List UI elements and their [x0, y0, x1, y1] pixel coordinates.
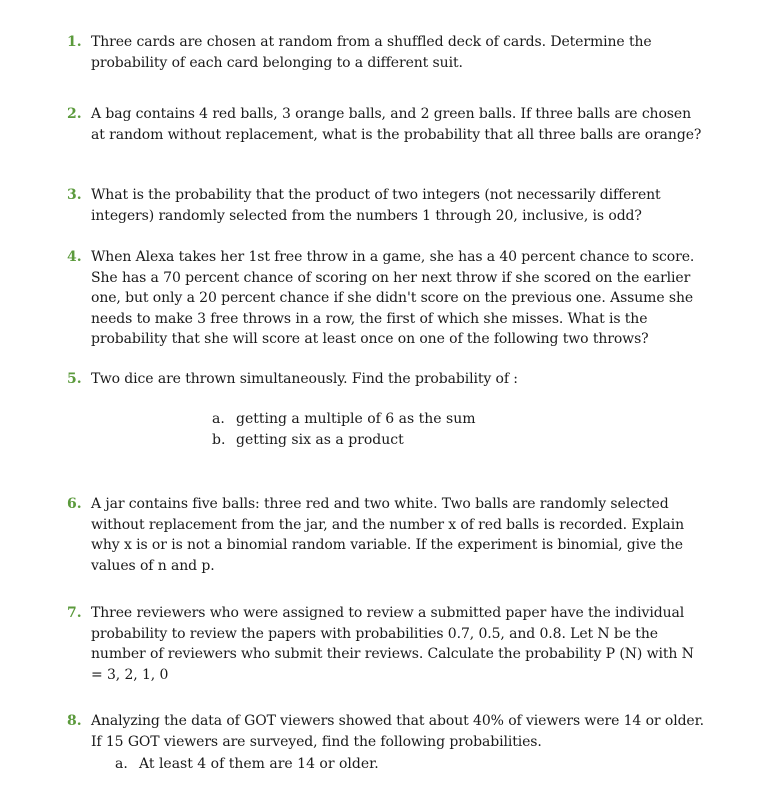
question-number: 8. [67, 713, 82, 729]
sub-question-8a [115, 754, 379, 775]
question-number: 1. [67, 34, 82, 50]
sub-question-text: getting six as a product [236, 432, 404, 448]
question-3 [67, 185, 707, 226]
question-4 [67, 247, 707, 350]
question-text: A jar contains five balls: three red and two white. Two balls are randomly selected without replacement from the jar, and the number x of red balls is recorded. Explain why x is or is not a binomial random variable. If the experiment is binomial, give the values of n and p. [91, 496, 685, 574]
question-text: A bag contains 4 red balls, 3 orange balls, and 2 green balls. If three balls are chosen at random without replacement, what is the probability that all three balls are orange? [91, 106, 702, 143]
sub-question-letter: a. [115, 756, 128, 772]
question-number: 6. [67, 496, 82, 512]
question-6 [67, 494, 707, 576]
sub-question-letter: a. [212, 411, 225, 427]
question-text: Two dice are thrown simultaneously. Find the probability of : [91, 371, 518, 387]
question-number: 7. [67, 605, 82, 621]
sub-question-5b [212, 430, 404, 451]
question-5 [67, 369, 707, 390]
question-number: 5. [67, 371, 82, 387]
question-number: 2. [67, 106, 82, 122]
sub-question-5a [212, 409, 476, 430]
sub-question-text: At least 4 of them are 14 or older. [139, 756, 379, 772]
question-1 [67, 32, 707, 73]
question-2 [67, 104, 707, 145]
question-text: Three cards are chosen at random from a shuffled deck of cards. Determine the probability of each card belonging to a different suit. [91, 34, 652, 71]
sub-question-letter: b. [212, 432, 226, 448]
question-text: When Alexa takes her 1st free throw in a game, she has a 40 percent chance to score. She has a 70 percent chance of scoring on her next throw if she scored on the earlier one, but only a 20 percent chance if she didn't score on the previous one. Assume she needs to make 3 free throws in a row, the first of which she misses. What is the probability that she will score at least once on one of the following two throws? [91, 249, 695, 347]
question-7 [67, 603, 707, 685]
question-number: 4. [67, 249, 82, 265]
question-text: Analyzing the data of GOT viewers showed that about 40% of viewers were 14 or older. If 15 GOT viewers are surveyed, find the following probabilities. [91, 713, 705, 750]
sub-question-text: getting a multiple of 6 as the sum [236, 411, 476, 427]
question-text: Three reviewers who were assigned to review a submitted paper have the individual probability to review the papers with probabilities 0.7, 0.5, and 0.8. Let N be the number of reviewers who submit their reviews. Calculate the probability P (N) with N = 3, 2, 1, 0 [91, 605, 694, 683]
question-text: What is the probability that the product of two integers (not necessarily different integers) randomly selected from the numbers 1 through 20, inclusive, is odd? [91, 187, 661, 224]
question-number: 3. [67, 187, 82, 203]
question-8 [67, 711, 707, 752]
